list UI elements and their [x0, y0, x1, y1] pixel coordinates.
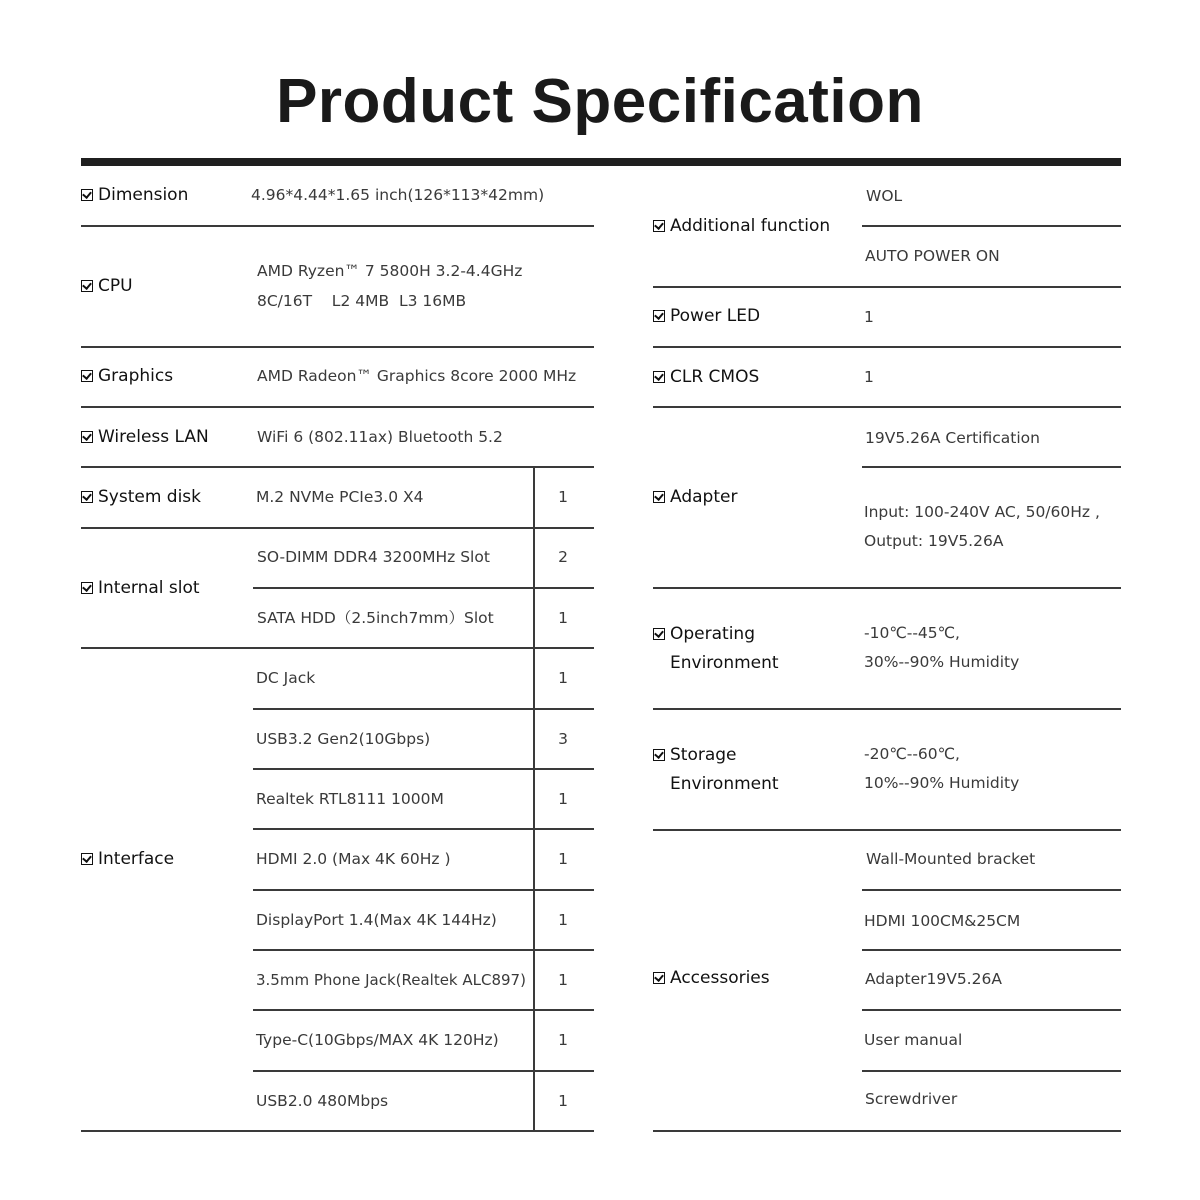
checkbox-icon — [653, 749, 665, 761]
operating-humidity: 30%--90% Humidity — [864, 653, 1020, 671]
interface-qty: 1 — [558, 911, 568, 929]
wireless-value: WiFi 6 (802.11ax) Bluetooth 5.2 — [257, 428, 503, 446]
page-title: Product Specification — [276, 67, 924, 136]
clr-cmos-label: CLR CMOS — [653, 363, 759, 392]
row-divider — [81, 1130, 594, 1132]
interface-qty: 1 — [558, 1031, 568, 1049]
operating-environment-label: Operating Environment — [653, 620, 779, 678]
power-led-label: Power LED — [653, 302, 760, 331]
interface-item: 3.5mm Phone Jack(Realtek ALC897) — [256, 971, 526, 989]
internal-slot-item: SATA HDD（2.5inch7mm）Slot — [257, 609, 494, 627]
accessory-item: Screwdriver — [865, 1090, 958, 1108]
row-divider — [653, 829, 1121, 831]
internal-slot-item: SO-DIMM DDR4 3200MHz Slot — [257, 548, 490, 566]
accessory-item: User manual — [864, 1031, 963, 1049]
interface-qty: 1 — [558, 850, 568, 868]
interface-qty: 1 — [558, 971, 568, 989]
row-divider — [253, 587, 594, 589]
checkbox-icon — [653, 220, 665, 232]
cpu-label: CPU — [81, 272, 133, 301]
checkbox-icon — [653, 628, 665, 640]
dimension-value: 4.96*4.44*1.65 inch(126*113*42mm) — [251, 186, 545, 204]
row-divider — [862, 889, 1121, 891]
row-divider — [653, 346, 1121, 348]
interface-qty: 3 — [558, 730, 568, 748]
checkbox-icon — [81, 582, 93, 594]
internal-slot-label: Internal slot — [81, 574, 200, 603]
storage-environment-label: Storage Environment — [653, 741, 779, 799]
row-divider — [81, 406, 594, 408]
row-divider — [653, 286, 1121, 288]
power-led-value: 1 — [864, 308, 874, 326]
row-divider — [253, 708, 594, 710]
adapter-output: Output: 19V5.26A — [864, 532, 1004, 550]
title-divider — [81, 158, 1121, 166]
accessory-item: Wall-Mounted bracket — [866, 850, 1036, 868]
row-divider — [253, 828, 594, 830]
wireless-label: Wireless LAN — [81, 423, 209, 452]
interface-qty: 1 — [558, 790, 568, 808]
interface-item: DC Jack — [256, 669, 316, 687]
internal-slot-qty: 2 — [558, 548, 568, 566]
row-divider — [253, 949, 594, 951]
checkbox-icon — [653, 491, 665, 503]
row-divider — [253, 768, 594, 770]
interface-item: DisplayPort 1.4(Max 4K 144Hz) — [256, 911, 497, 929]
interface-label: Interface — [81, 845, 174, 874]
row-divider — [653, 1130, 1121, 1132]
interface-item: HDMI 2.0 (Max 4K 60Hz ) — [256, 850, 451, 868]
checkbox-icon — [653, 310, 665, 322]
graphics-label: Graphics — [81, 362, 173, 391]
interface-qty: 1 — [558, 1092, 568, 1110]
checkbox-icon — [81, 431, 93, 443]
row-divider — [653, 587, 1121, 589]
accessory-item: Adapter19V5.26A — [865, 970, 1002, 988]
adapter-input: Input: 100-240V AC, 50/60Hz , — [864, 503, 1100, 521]
interface-item: Type-C(10Gbps/MAX 4K 120Hz) — [256, 1031, 499, 1049]
dimension-label: Dimension — [81, 181, 188, 210]
row-divider — [862, 1070, 1121, 1072]
row-divider — [253, 1070, 594, 1072]
system-disk-label: System disk — [81, 483, 201, 512]
interface-item: Realtek RTL8111 1000M — [256, 790, 444, 808]
additional-function-item: WOL — [866, 187, 903, 205]
system-disk-value: M.2 NVMe PCIe3.0 X4 — [256, 488, 424, 506]
interface-qty: 1 — [558, 669, 568, 687]
row-divider — [81, 225, 594, 227]
row-divider — [862, 949, 1121, 951]
row-divider — [81, 346, 594, 348]
checkbox-icon — [653, 371, 665, 383]
operating-temperature: -10℃--45℃, — [864, 624, 960, 642]
accessories-label: Accessories — [653, 964, 770, 993]
adapter-certification: 19V5.26A Certification — [865, 429, 1040, 447]
graphics-value: AMD Radeon™ Graphics 8core 2000 MHz — [257, 367, 577, 385]
row-divider — [862, 1009, 1121, 1011]
row-divider — [653, 406, 1121, 408]
interface-item: USB2.0 480Mbps — [256, 1092, 389, 1110]
system-disk-qty: 1 — [558, 488, 568, 506]
cpu-value-line1: AMD Ryzen™ 7 5800H 3.2-4.4GHz — [257, 262, 523, 280]
row-divider — [653, 708, 1121, 710]
row-divider — [81, 647, 594, 649]
row-divider — [862, 466, 1121, 468]
internal-slot-qty: 1 — [558, 609, 568, 627]
accessory-item: HDMI 100CM&25CM — [864, 912, 1021, 930]
additional-function-label: Additional function — [653, 212, 830, 241]
checkbox-icon — [653, 972, 665, 984]
checkbox-icon — [81, 853, 93, 865]
row-divider — [253, 889, 594, 891]
row-divider — [81, 466, 594, 468]
checkbox-icon — [81, 491, 93, 503]
checkbox-icon — [81, 280, 93, 292]
storage-temperature: -20℃--60℃, — [864, 745, 960, 763]
additional-function-item: AUTO POWER ON — [865, 247, 1000, 265]
storage-humidity: 10%--90% Humidity — [864, 774, 1020, 792]
interface-item: USB3.2 Gen2(10Gbps) — [256, 730, 431, 748]
checkbox-icon — [81, 370, 93, 382]
checkbox-icon — [81, 189, 93, 201]
row-divider — [253, 1009, 594, 1011]
adapter-label: Adapter — [653, 483, 737, 512]
row-divider — [81, 527, 594, 529]
row-divider — [862, 225, 1121, 227]
clr-cmos-value: 1 — [864, 368, 874, 386]
cpu-value-line2: 8C/16T L2 4MB L3 16MB — [257, 292, 467, 310]
